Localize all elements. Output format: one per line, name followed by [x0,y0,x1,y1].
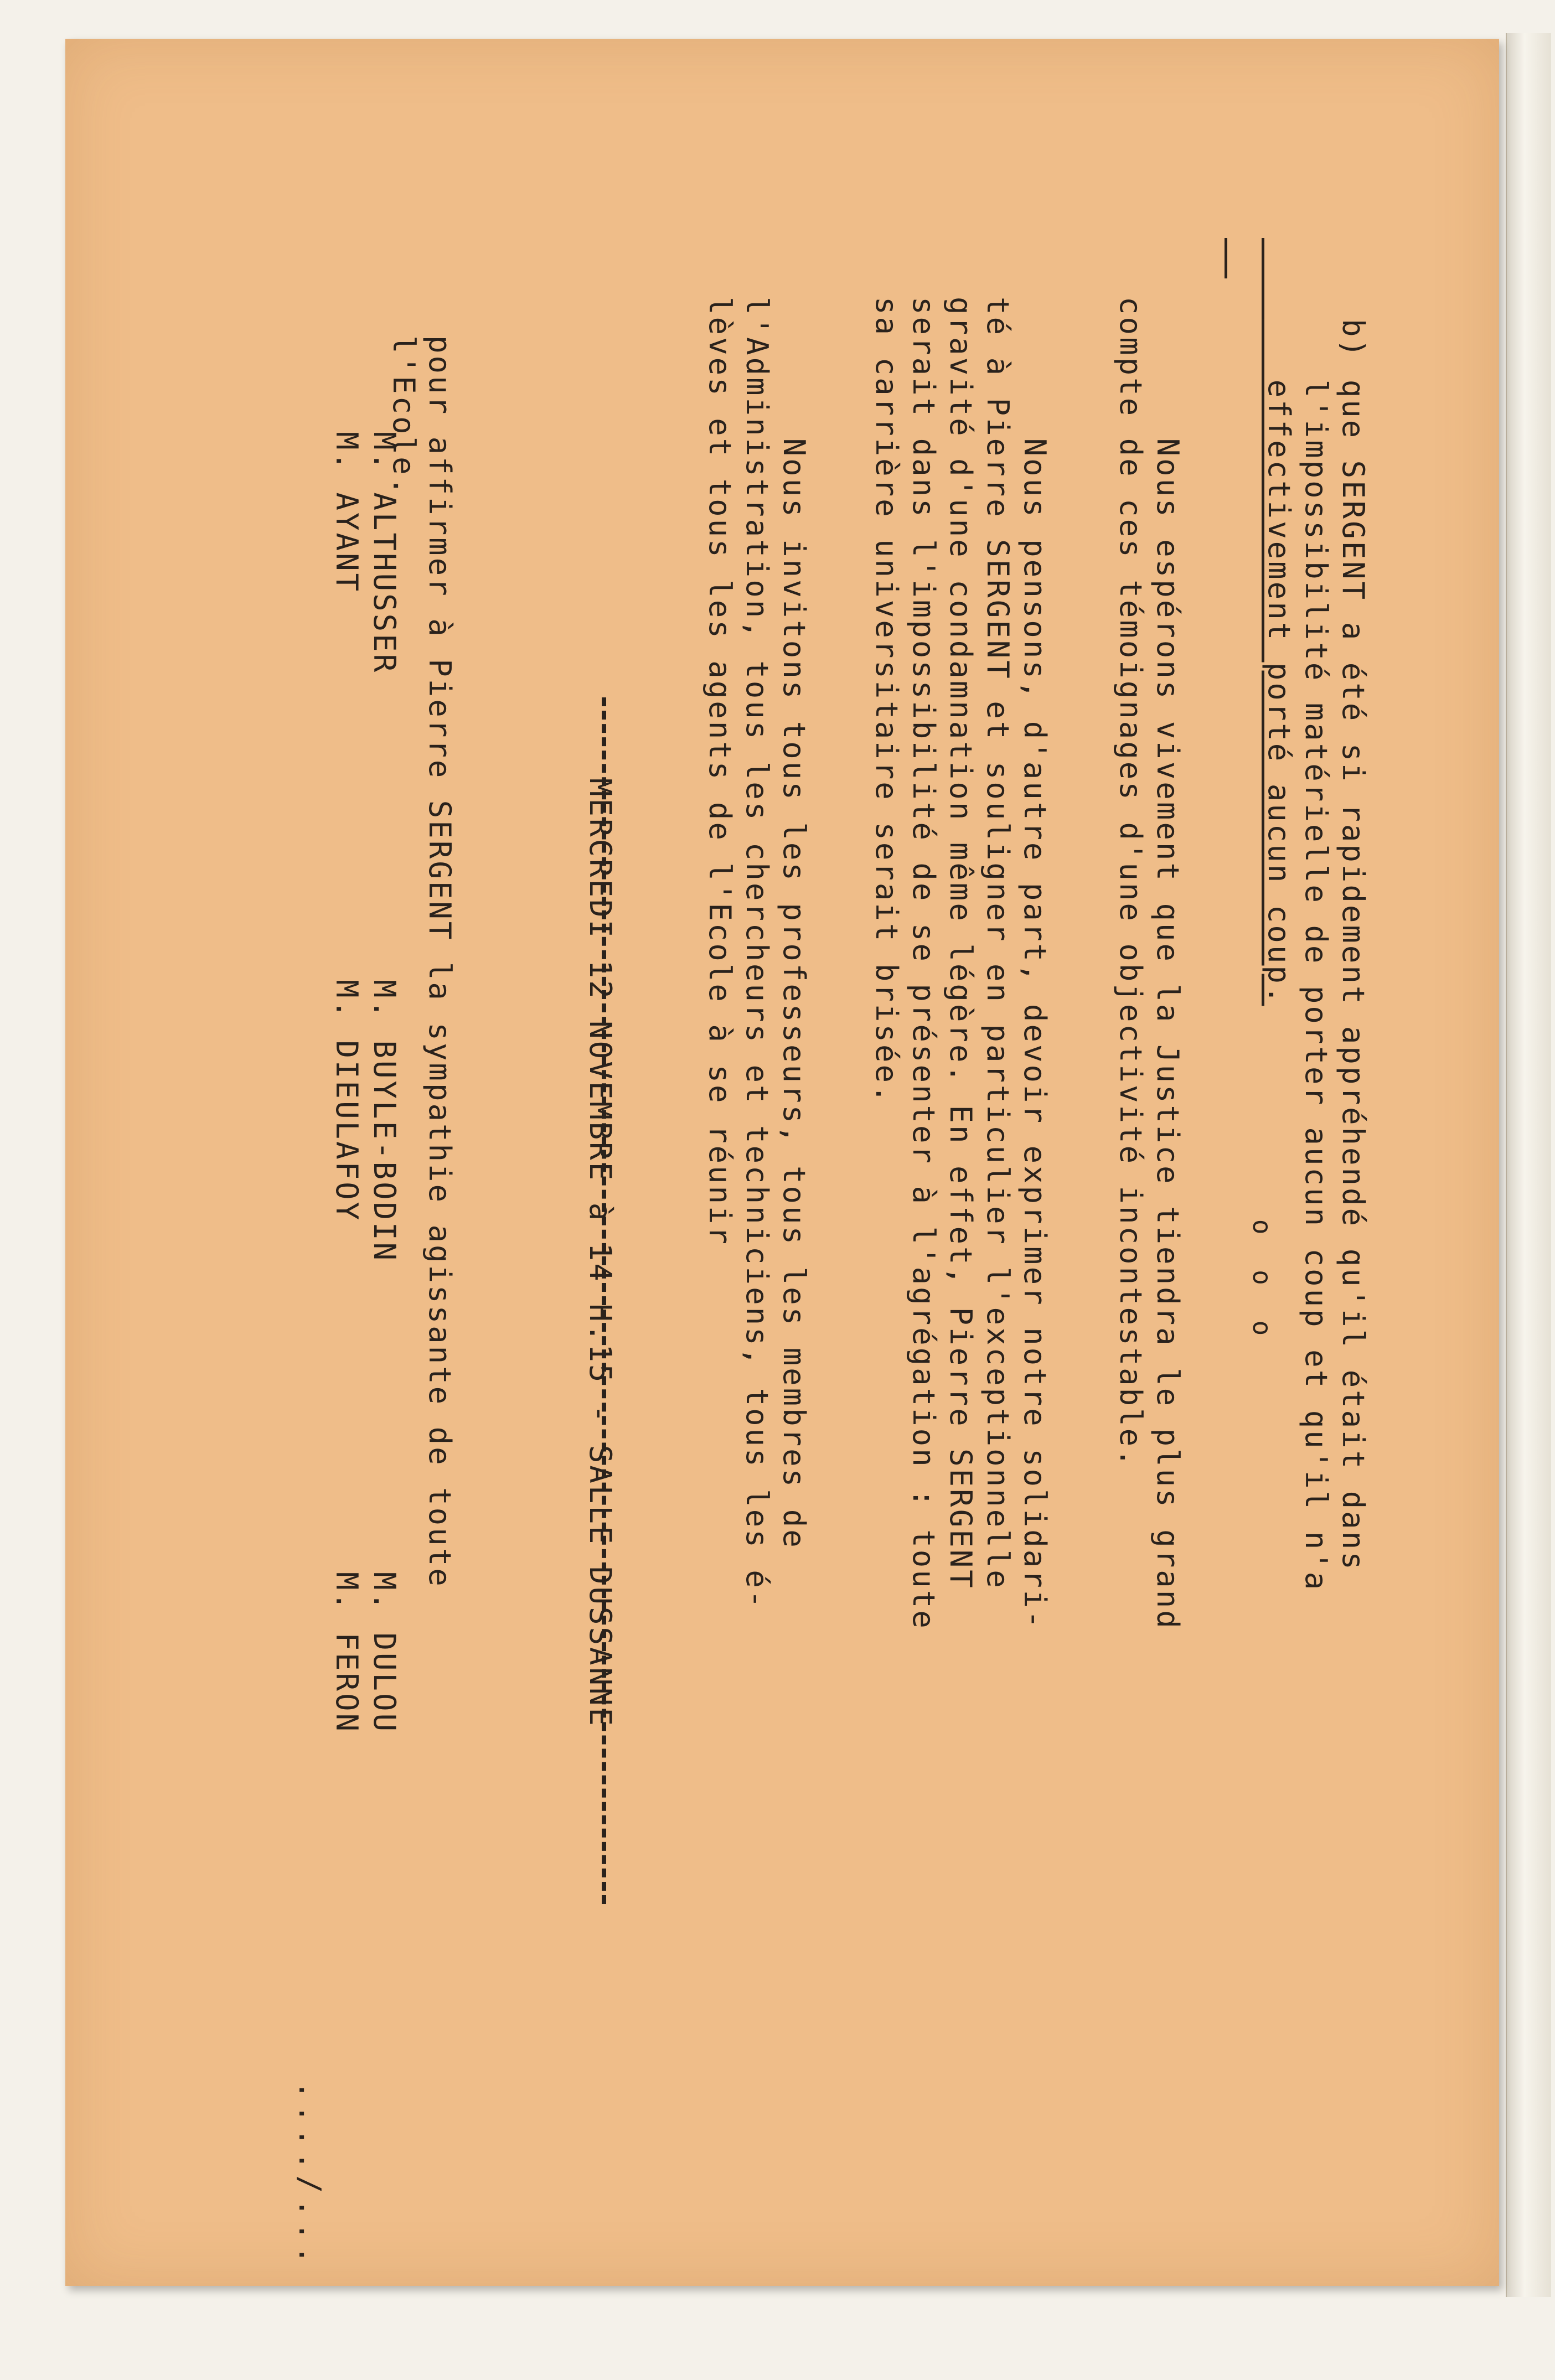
para-b-line-1: b) que SERGENT a été si rapidement appréhendé qu'il était dans [1336,319,1371,1572]
para-pensons-line-1: Nous pensons, d'autre part, devoir exprimer notre solidari- [1017,297,1052,1631]
signatory: M. ALTHUSSER [367,432,402,675]
adjacent-page-edge [1506,33,1551,2297]
dashed-separator [602,697,606,1904]
signatory: M. AYANT [329,432,364,594]
signatory: M. BUYLE-BODIN [367,980,402,1263]
signatory: M. DIEULAFOY [329,980,364,1223]
para-pensons-line-5: sa carrière universitaire serait brisée. [869,297,904,1105]
para-affirmer-line-2: l'Ecole. [386,335,421,498]
para-invitation-line-2: l'Administration, tous les chercheurs et techniciens, tous les é- [740,297,774,1611]
para-affirmer-line-1: pour affirmer à Pierre SERGENT la sympathie agissante de toute [422,335,457,1589]
para-espoir-line-1: Nous espérons vivement que la Justice tiendra le plus grand [1150,297,1185,1631]
para-pensons-line-4: serait dans l'impossibilité de se présenter à l'agrégation : toute [906,297,941,1631]
ornament-circles: o o o [1247,1219,1277,1346]
para-pensons-line-2: té à Pierre SERGENT et souligner en particulier l'exceptionnelle [980,297,1015,1590]
para-b-line-3: effectivement porté aucun coup. [1262,319,1296,1006]
page-text [188,221,1406,2380]
para-invitation-line-1: Nous invitons tous les professeurs, tous les membres de [777,297,812,1550]
signatory: M. FERON [329,1572,364,1734]
para-invitation-line-3: lèves et tous les agents de l'Ecole à se réunir [702,297,737,1247]
meeting-announcement: MERCREDI 12 NOVEMBRE à 14 H.15 - SALLE DUSSANNE [583,778,618,1729]
para-pensons-line-3: gravité d'une condamnation même légère. En effet, Pierre SERGENT [943,297,978,1590]
para-b-line-2: l'impossibilité matérielle de porter aucun coup et qu'il n'a [1299,319,1334,1592]
signatory: M. DULOU [367,1572,402,1734]
para-espoir-line-2: compte de ces témoignages d'une objectivité incontestable. [1113,297,1148,1469]
continuation-mark: ..../... [292,2081,327,2270]
